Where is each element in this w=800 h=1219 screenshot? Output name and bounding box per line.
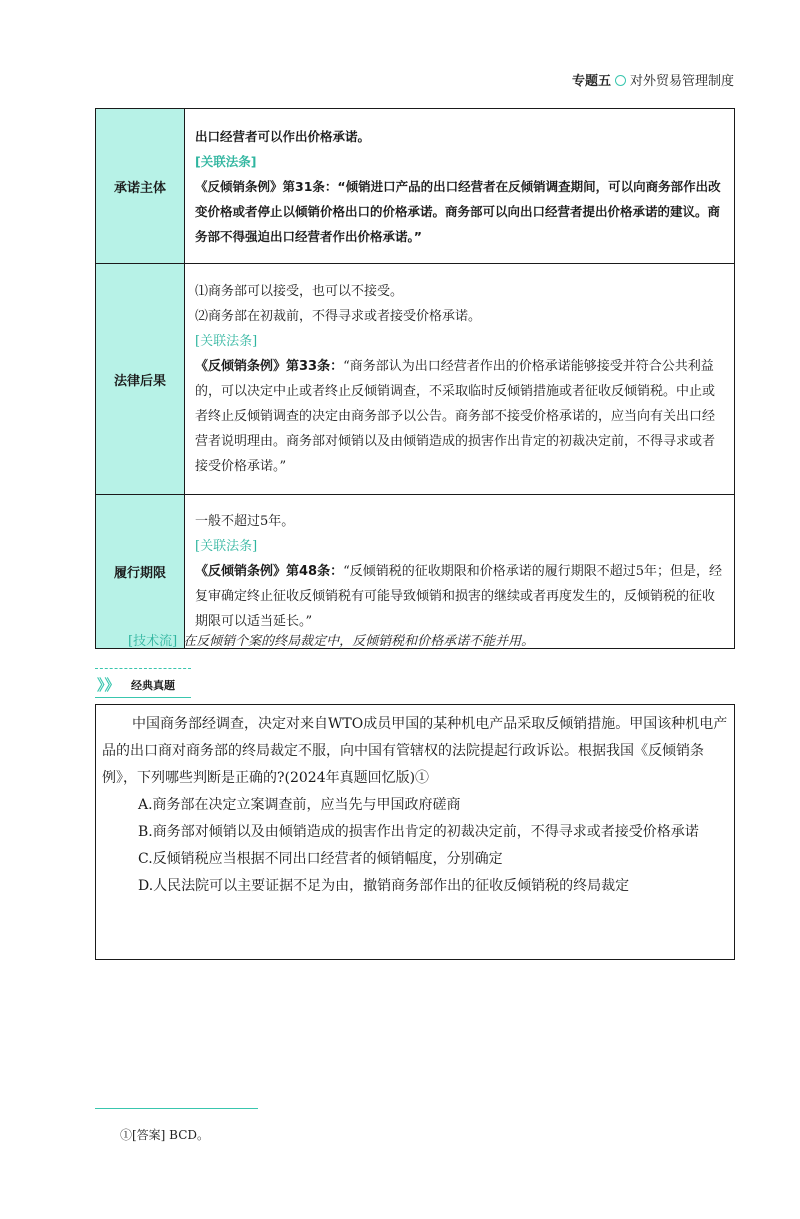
circle-icon <box>615 75 626 86</box>
table-row <box>96 495 735 649</box>
question-box <box>95 704 735 960</box>
related-law-tag: [关联法条] <box>195 334 258 349</box>
question-stem: 中国商务部经调查，决定对来自WTO成员甲国的某种机电产品采取反倾销措施。甲国该种机电产品的出口商对商务部的终局裁定不服，向中国有管辖权的法院提起行政诉讼。根据我国《反倾销条例》，下列哪些判断是正确的?(2024年真题回忆版)① <box>102 716 728 786</box>
row-intro: 出口经营者可以作出价格承诺。 <box>195 128 371 144</box>
law-paragraph <box>195 354 726 479</box>
related-law-tag: [关联法条] <box>195 153 257 169</box>
row-item-1: ⑴商务部可以接受，也可以不接受。 <box>195 284 404 299</box>
footnote: ①[答案] BCD。 <box>120 1128 210 1142</box>
price-undertaking-table <box>95 108 735 649</box>
footnote-divider <box>95 1108 258 1109</box>
law-text: “反倾销税的征收期限和价格承诺的履行期限不超过5年；但是，经复审确定终止征收反倾销税有可能导致倾销和损害的继续或者再度发生的，反倾销税的征收期限可以适当延长。” <box>195 564 723 629</box>
tech-flow-tag: [技术流] <box>128 634 178 649</box>
law-paragraph <box>195 174 726 249</box>
option-b: B.商务部对倾销以及由倾销造成的损害作出肯定的初裁决定前，不得寻求或者接受价格承诺 <box>138 824 699 840</box>
tech-flow-note <box>128 630 534 649</box>
law-paragraph <box>195 559 726 634</box>
table-row <box>96 264 735 495</box>
option-d: D.人民法院可以主要证据不足为由，撤销商务部作出的征收反倾销税的终局裁定 <box>138 878 630 894</box>
row-label: 承诺主体 <box>96 109 185 264</box>
option-a: A.商务部在决定立案调查前，应当先与甲国政府磋商 <box>138 797 461 813</box>
law-name: 《反倾销条例》第48条： <box>195 564 344 579</box>
row-item-2: ⑵商务部在初裁前，不得寻求或者接受价格承诺。 <box>195 309 482 324</box>
table-row <box>96 109 735 264</box>
law-text: “商务部认为出口经营者作出的价格承诺能够接受并符合公共利益的，可以决定中止或者终止反倾销调查，不采取临时反倾销措施或者征收反倾销税。中止或者终止反倾销调查的决定由商务部予以公告。商务部不接受价格承诺的，应当向有关出口经营者说明理由。商务部对倾销以及由倾销造成的损害作出肯定的初裁决定前，不得寻求或者接受价格承诺。” <box>195 359 716 474</box>
double-chevron-icon: 》》 <box>97 676 120 694</box>
law-name: 《反倾销条例》第31条： <box>195 178 338 194</box>
header-title: 对外贸易管理制度 <box>629 74 734 89</box>
law-text: “倾销进口产品的出口经营者在反倾销调查期间，可以向商务部作出改变价格或者停止以倾销价格出口的价格承诺。商务部可以向出口经营者提出价格承诺的建议。商务部不得强迫出口经营者作出价格承诺。” <box>195 178 721 244</box>
row-label: 法律后果 <box>96 264 185 495</box>
header-topic: 专题五 <box>571 74 611 89</box>
law-name: 《反倾销条例》第33条： <box>195 359 344 374</box>
tech-flow-text: 在反倾销个案的终局裁定中，反倾销税和价格承诺不能并用。 <box>183 634 535 649</box>
classic-questions-title: 经典真题 <box>131 679 175 692</box>
related-law-tag: [关联法条] <box>195 539 258 554</box>
option-c: C.反倾销税应当根据不同出口经营者的倾销幅度，分别确定 <box>138 851 503 867</box>
row-label: 履行期限 <box>96 495 185 649</box>
row-content <box>185 495 735 649</box>
row-content <box>185 264 735 495</box>
row-content <box>185 109 735 264</box>
row-intro: 一般不超过5年。 <box>195 514 295 529</box>
page-header <box>572 70 734 89</box>
classic-questions-header <box>95 668 191 698</box>
